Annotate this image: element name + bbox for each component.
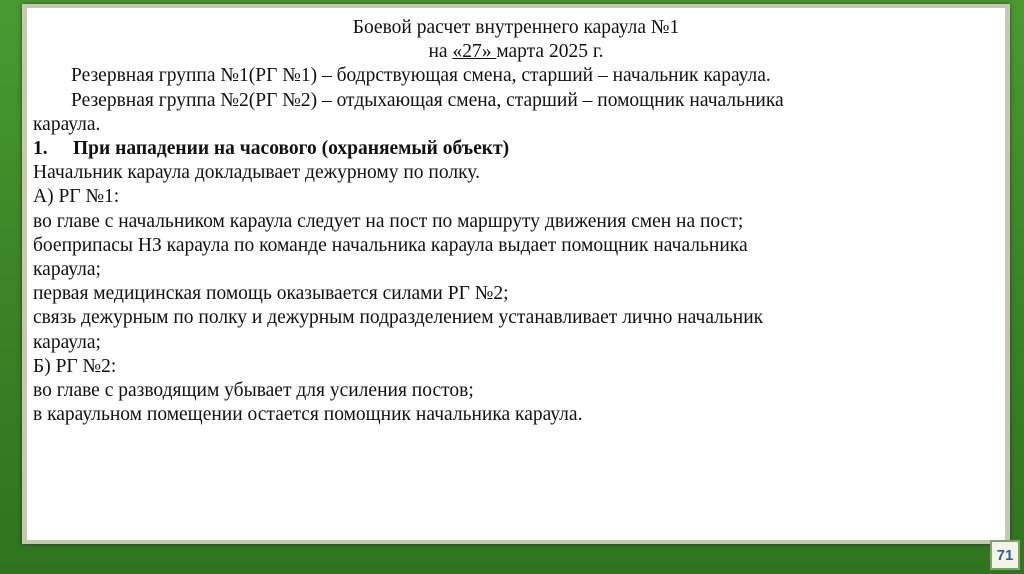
subsection-a-line: боеприпасы НЗ караула по команде начальника караула выдает помощник начальника xyxy=(33,234,748,256)
date-rest: марта 2025 г. xyxy=(496,41,604,63)
rg2-description-line2: караула. xyxy=(33,113,101,135)
section-intro: Начальник караула докладывает дежурному по полку. xyxy=(33,162,480,184)
document-title: Боевой расчет внутреннего караула №1 xyxy=(352,17,680,38)
slide-page xyxy=(27,8,1005,540)
subsection-a-line: караула; xyxy=(33,331,101,353)
subsection-a-label: А) РГ №1: xyxy=(33,186,120,208)
rg1-description: Резервная группа №1(РГ №1) – бодрствующая смена, старший – начальник караула. xyxy=(71,65,771,87)
document-content xyxy=(33,16,999,427)
slide-frame xyxy=(22,4,1010,544)
date-line xyxy=(33,40,999,64)
date-day: «27» xyxy=(452,41,497,63)
section-heading xyxy=(33,137,999,161)
subsection-b-line: во главе с разводящим убывает для усиления постов; xyxy=(33,380,474,402)
page-number-badge: 71 xyxy=(990,540,1020,570)
subsection-a-line: во главе с начальником караула следует на пост по маршруту движения смен на пост; xyxy=(33,210,744,232)
section-heading-text: При нападении на часового (охраняемый объект) xyxy=(73,138,510,160)
subsection-b-label: Б) РГ №2: xyxy=(33,355,117,377)
rg2-description-line1: Резервная группа №2(РГ №2) – отдыхающая смена, старший – помощник начальника xyxy=(71,89,784,111)
section-number: 1. xyxy=(33,138,48,160)
subsection-a-line: первая медицинская помощь оказывается силами РГ №2; xyxy=(33,283,509,305)
subsection-a-line: караула; xyxy=(33,259,101,281)
subsection-a-line: связь дежурным по полку и дежурным подразделением устанавливает лично начальник xyxy=(33,307,764,329)
subsection-b-line: в караульном помещении остается помощник начальника караула. xyxy=(33,404,583,426)
date-prefix: на xyxy=(428,41,453,63)
